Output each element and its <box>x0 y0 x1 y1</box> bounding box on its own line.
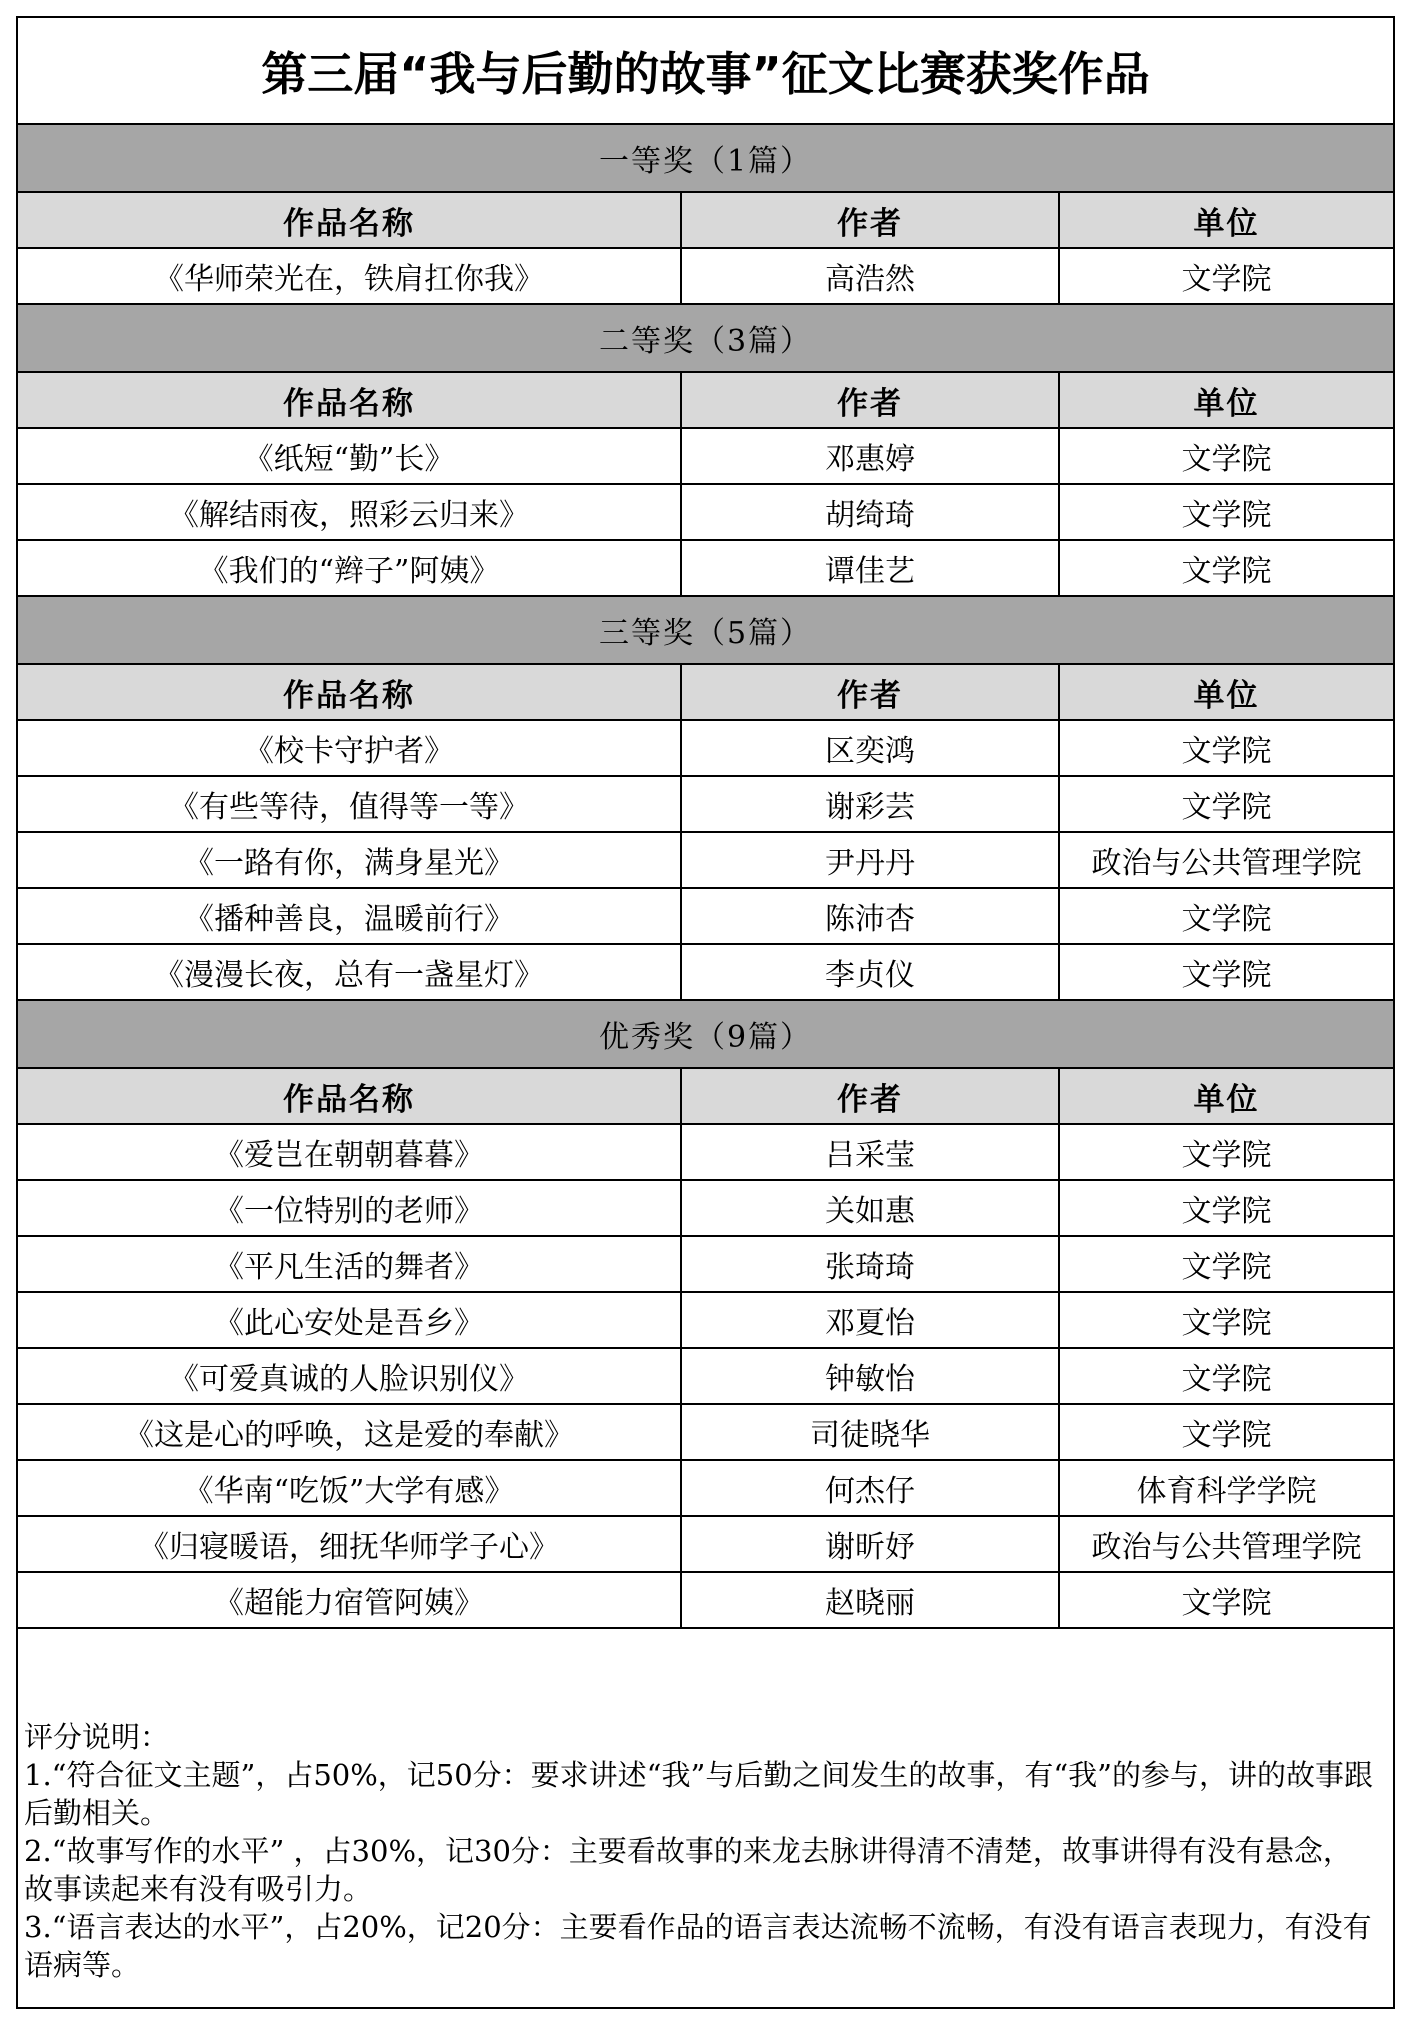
cell-unit: 文学院 <box>1059 944 1393 1000</box>
notes-heading: 评分说明： <box>24 1720 170 1754</box>
cell-author: 邓惠婷 <box>681 428 1059 484</box>
page-title: 第三届“我与后勤的故事”征文比赛获奖作品 <box>18 18 1393 124</box>
cell-work: 《可爱真诚的人脸识别仪》 <box>18 1348 681 1404</box>
cell-unit: 政治与公共管理学院 <box>1059 832 1393 888</box>
cell-unit: 政治与公共管理学院 <box>1059 1516 1393 1572</box>
cell-author: 何杰仔 <box>681 1460 1059 1516</box>
cell-unit: 文学院 <box>1059 248 1393 304</box>
table-row <box>18 428 1393 484</box>
cell-unit: 文学院 <box>1059 428 1393 484</box>
cell-work: 《漫漫长夜，总有一盏星灯》 <box>18 944 681 1000</box>
section-title: 三等奖（5篇） <box>18 596 1393 664</box>
cell-work: 《一路有你，满身星光》 <box>18 832 681 888</box>
cell-unit: 文学院 <box>1059 720 1393 776</box>
table-row <box>18 1460 1393 1516</box>
notes-item: 1.“符合征文主题”，占50%，记50分：要求讲述“我”与后勤之间发生的故事，有“我”的参与，讲的故事跟后勤相关。 <box>24 1758 1373 1830</box>
cell-work: 《爱岂在朝朝暮暮》 <box>18 1124 681 1180</box>
table-row <box>18 776 1393 832</box>
cell-work: 《超能力宿管阿姨》 <box>18 1572 681 1628</box>
column-header-unit: 单位 <box>1059 192 1393 248</box>
cell-author: 谢彩芸 <box>681 776 1059 832</box>
cell-author: 吕采莹 <box>681 1124 1059 1180</box>
table-row <box>18 944 1393 1000</box>
cell-work: 《归寝暖语，细抚华师学子心》 <box>18 1516 681 1572</box>
cell-author: 关如惠 <box>681 1180 1059 1236</box>
column-header-row <box>18 192 1393 248</box>
cell-author: 区奕鸿 <box>681 720 1059 776</box>
cell-unit: 文学院 <box>1059 484 1393 540</box>
column-header-work: 作品名称 <box>18 664 681 720</box>
cell-author: 胡绮琦 <box>681 484 1059 540</box>
table-row <box>18 832 1393 888</box>
cell-author: 谭佳艺 <box>681 540 1059 596</box>
cell-author: 高浩然 <box>681 248 1059 304</box>
column-header-unit: 单位 <box>1059 1068 1393 1124</box>
award-section-heading <box>18 304 1393 372</box>
award-sheet <box>16 16 1395 2009</box>
section-title: 二等奖（3篇） <box>18 304 1393 372</box>
table-row <box>18 1236 1393 1292</box>
column-header-work: 作品名称 <box>18 372 681 428</box>
cell-author: 司徒晓华 <box>681 1404 1059 1460</box>
award-section-heading <box>18 596 1393 664</box>
scoring-notes <box>24 1718 1374 1984</box>
cell-work: 《有些等待，值得等一等》 <box>18 776 681 832</box>
cell-unit: 文学院 <box>1059 1572 1393 1628</box>
cell-author: 邓夏怡 <box>681 1292 1059 1348</box>
table-row <box>18 1292 1393 1348</box>
cell-work: 《此心安处是吾乡》 <box>18 1292 681 1348</box>
cell-work: 《我们的“辫子”阿姨》 <box>18 540 681 596</box>
cell-author: 张琦琦 <box>681 1236 1059 1292</box>
award-section-heading <box>18 1000 1393 1068</box>
cell-work: 《华师荣光在，铁肩扛你我》 <box>18 248 681 304</box>
cell-unit: 文学院 <box>1059 540 1393 596</box>
column-header-unit: 单位 <box>1059 372 1393 428</box>
cell-work: 《播种善良，温暖前行》 <box>18 888 681 944</box>
table-row <box>18 1124 1393 1180</box>
cell-work: 《这是心的呼唤，这是爱的奉献》 <box>18 1404 681 1460</box>
cell-unit: 文学院 <box>1059 1292 1393 1348</box>
cell-unit: 体育科学学院 <box>1059 1460 1393 1516</box>
table-row <box>18 248 1393 304</box>
table-row <box>18 1180 1393 1236</box>
column-header-work: 作品名称 <box>18 1068 681 1124</box>
cell-work: 《平凡生活的舞者》 <box>18 1236 681 1292</box>
column-header-row <box>18 372 1393 428</box>
table-row <box>18 1348 1393 1404</box>
cell-work: 《华南“吃饭”大学有感》 <box>18 1460 681 1516</box>
cell-author: 赵晓丽 <box>681 1572 1059 1628</box>
section-title: 优秀奖（9篇） <box>18 1000 1393 1068</box>
section-title: 一等奖（1篇） <box>18 124 1393 192</box>
cell-unit: 文学院 <box>1059 1404 1393 1460</box>
notes-item: 3.“语言表达的水平”，占20%，记20分：主要看作品的语言表达流畅不流畅，有没有语言表现力，有没有语病等。 <box>24 1910 1372 1982</box>
cell-work: 《校卡守护者》 <box>18 720 681 776</box>
cell-unit: 文学院 <box>1059 888 1393 944</box>
cell-work: 《一位特别的老师》 <box>18 1180 681 1236</box>
column-header-work: 作品名称 <box>18 192 681 248</box>
cell-unit: 文学院 <box>1059 776 1393 832</box>
table-row <box>18 720 1393 776</box>
column-header-author: 作者 <box>681 664 1059 720</box>
column-header-unit: 单位 <box>1059 664 1393 720</box>
table-row <box>18 540 1393 596</box>
notes-item: 2.“故事写作的水平” ，占30%，记30分：主要看故事的来龙去脉讲得清不清楚，故事讲得有没有悬念，故事读起来有没有吸引力。 <box>24 1834 1352 1906</box>
column-header-row <box>18 1068 1393 1124</box>
table-row <box>18 1516 1393 1572</box>
cell-work: 《纸短“勤”长》 <box>18 428 681 484</box>
cell-author: 谢昕妤 <box>681 1516 1059 1572</box>
award-table <box>18 18 1393 1629</box>
cell-author: 陈沛杏 <box>681 888 1059 944</box>
cell-unit: 文学院 <box>1059 1124 1393 1180</box>
column-header-row <box>18 664 1393 720</box>
award-section-heading <box>18 124 1393 192</box>
cell-unit: 文学院 <box>1059 1236 1393 1292</box>
column-header-author: 作者 <box>681 1068 1059 1124</box>
table-row <box>18 1404 1393 1460</box>
cell-unit: 文学院 <box>1059 1348 1393 1404</box>
table-row <box>18 1572 1393 1628</box>
column-header-author: 作者 <box>681 372 1059 428</box>
table-row <box>18 888 1393 944</box>
table-row <box>18 484 1393 540</box>
title-row <box>18 18 1393 124</box>
cell-work: 《解结雨夜，照彩云归来》 <box>18 484 681 540</box>
cell-unit: 文学院 <box>1059 1180 1393 1236</box>
cell-author: 尹丹丹 <box>681 832 1059 888</box>
cell-author: 李贞仪 <box>681 944 1059 1000</box>
column-header-author: 作者 <box>681 192 1059 248</box>
cell-author: 钟敏怡 <box>681 1348 1059 1404</box>
